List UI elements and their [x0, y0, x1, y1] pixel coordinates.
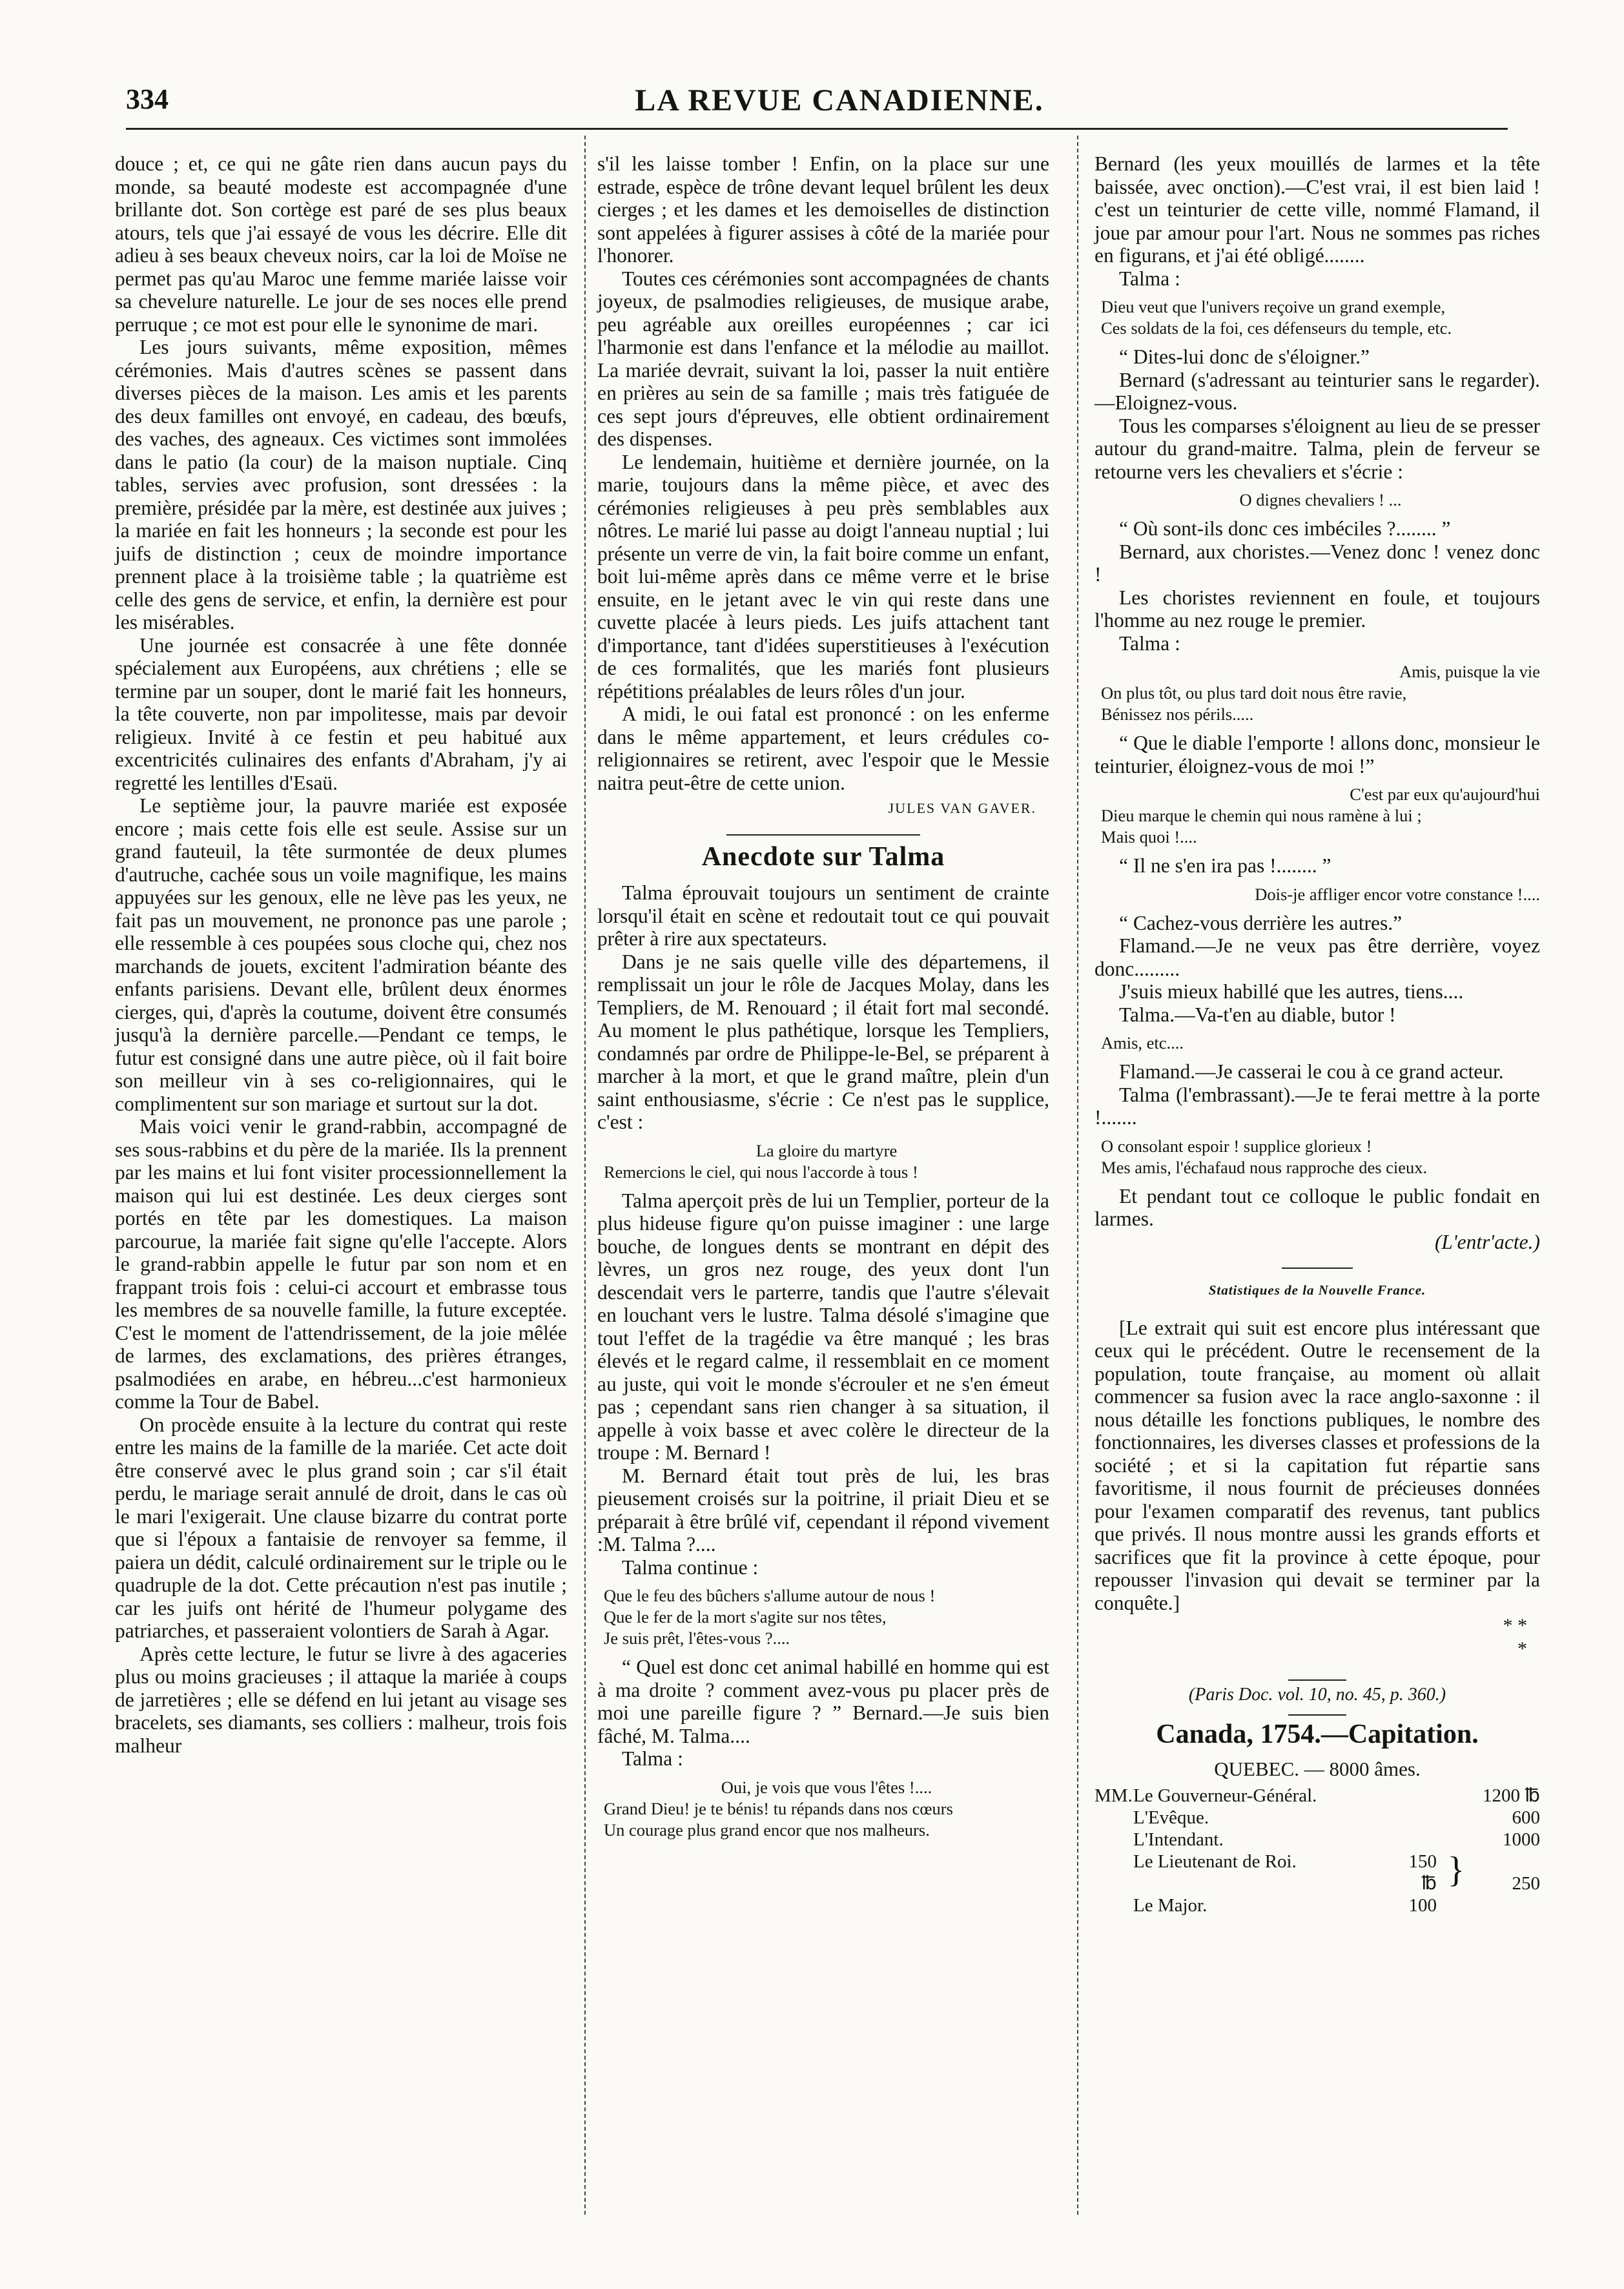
table-cell: Le Gouverneur-Général.: [1133, 1785, 1317, 1806]
table-cell: L'Intendant.: [1133, 1829, 1224, 1850]
census-subheading: QUEBEC. — 8000 âmes.: [1214, 1758, 1421, 1780]
verse-line: O dignes chevaliers ! ...: [1239, 490, 1402, 509]
paragraph: Flamand.—Je ne veux pas être derrière, voyez donc.........: [1095, 934, 1540, 980]
column-separator-2: [1077, 136, 1078, 2215]
paragraph: Le septième jour, la pauvre mariée est exposée encore ; mais cette fois elle est seule. Assise sur un grand fauteuil, la tête surmontée de deux plumes d'autruche, cachée sous un voile magnifique, les mains appuyées sur les genoux, elle ne lève pas les yeux, ne fait pas un mouvement, ne prononce pas une parole ; elle ressemble à ces poupées sous cloche qui, chez nos marchands de jouets, excitent l'admiration béante des enfants parisiens. Devant elle, brûlent deux énormes cierges, qui, d'après la coutume, doivent être consumés jusqu'à la dernière parcelle.—Pendant ce temps, le futur est consigné dans une autre pièce, où il fait boire son meilleur vin à ses co-religionnaires, qui le complimentent sur son mariage et surtout sur la dot.: [115, 794, 567, 1115]
verse-quote: [604, 1140, 1049, 1183]
section-heading: Anecdote sur Talma: [701, 841, 945, 872]
paragraph: Talma :: [622, 1747, 683, 1770]
paragraph: “ Quel est donc cet animal habillé en homme qui est à ma droite ? comment avez-vous pu placer près de moi une pareille figure ? ” Bernard.—Je suis bien fâché, M. Talma....: [597, 1656, 1049, 1747]
column-1: [115, 152, 567, 1757]
section-rule: [1288, 1679, 1346, 1681]
verse-line: Mais quoi !....: [1101, 827, 1197, 847]
verse-line: Dieu veut que l'univers reçoive un grand exemple,: [1101, 297, 1446, 316]
paragraph: “ Que le diable l'emporte ! allons donc, monsieur le teinturier, éloignez-vous de moi !”: [1095, 732, 1540, 777]
column-2: [597, 152, 1049, 1847]
verse-line: Mes amis, l'échafaud nous rapproche des cieux.: [1101, 1157, 1428, 1177]
verse-quote: [604, 1585, 1049, 1649]
paragraph: M. Bernard était tout près de lui, les bras pieusement croisés sur la poitrine, il priait Dieu et se préparait à être brûlé vif, cependant il répond vivement :M. Talma ?....: [597, 1464, 1049, 1555]
table-row: [1095, 1829, 1540, 1851]
verse-line: On plus tôt, ou plus tard doit nous être ravie,: [1101, 683, 1407, 703]
verse-quote: [1101, 1136, 1540, 1178]
paragraph: Après cette lecture, le futur se livre à des agaceries plus ou moins gracieuses ; il attaque la mariée à coups de jarretières ; elle se défend en lui jetant au visage ses bracelets, ses diamants, ses colliers : malheur, trois fois malheur: [115, 1642, 567, 1757]
verse-line: Un courage plus grand encor que nos malheurs.: [604, 1820, 930, 1840]
verse-line: Dieu marque le chemin qui nous ramène à lui ;: [1101, 806, 1422, 825]
paragraph: “ Dites-lui donc de s'éloigner.”: [1119, 345, 1370, 368]
verse-line: Dois-je affliger encor votre constance !....: [1255, 884, 1540, 904]
paragraph: Les jours suivants, même exposition, mêmes cérémonies. Mais d'autres scènes se passent dans diverses pièces de la maison. Les amis et les parents des deux familles ont envoyé, en cadeau, des bœufs, des vaches, des agneaux. Ces victimes sont immolées dans le patio (la cour) de la maison nuptiale. Cinq tables, servies avec profusion, sont dressées : la première, présidée par la mère, est destinée aux juives ; la mariée en fait les honneurs ; la seconde est pour les juifs de distinction ; ceux de moindre importance prennent place à la troisième table ; la quatrième est celle des gens de service, et enfin, la dernière est pour les misérables.: [115, 336, 567, 633]
verse-quote: [1101, 661, 1540, 725]
census-table: [1095, 1785, 1540, 1916]
table-cell: MM.: [1095, 1785, 1133, 1806]
column-3: [1095, 152, 1540, 1916]
section-rule: [726, 834, 920, 836]
table-cell: Le Lieutenant de Roi.: [1133, 1851, 1297, 1872]
running-title: LA REVUE CANADIENNE.: [635, 83, 1044, 118]
paragraph: Talma.—Va-t'en au diable, butor !: [1119, 1003, 1396, 1026]
paragraph: Talma éprouvait toujours un sentiment de crainte lorsqu'il était en scène et redoutait tout ce qui pouvait prêter à rire aux spectateurs.: [597, 881, 1049, 950]
paragraph: On procède ensuite à la lecture du contrat qui reste entre les mains de la famille de la mariée. Cet acte doit être conservé avec le plus grand soin ; car s'il était perdu, le mariage serait annulé de droit, dans le cas où le mari l'exigerait. Une clause bizarre du contrat porte que si l'époux a fantaisie de renvoyer sa femme, il paiera un dédit, calculé ordinairement sur le triple ou le quadruple de la dot. Cette précaution n'est pas inutile ; car les juifs ont hérité de l'humeur polygame des patriarches, et passeraient volontiers de Sarah à Agar.: [115, 1413, 567, 1642]
table-row: [1095, 1785, 1540, 1807]
verse-line: Grand Dieu! je te bénis! tu répands dans nos cœurs: [604, 1798, 953, 1818]
author-signature: JULES VAN GAVER.: [888, 800, 1036, 816]
brace-icon: }: [1447, 1849, 1465, 1890]
paragraph: Dans je ne sais quelle ville des départemens, il remplissait un jour le rôle de Jacques Molay, dans les Templiers, de M. Renouard ; il était fort mal secondé. Au moment le plus pathétique, lorsque les Templiers, condamnés par ordre de Philippe-le-Bel, se préparent à marcher à la mort, et que le grand maître, plein d'un saint enthousiasme, s'écrie : Ce n'est pas le supplice, c'est :: [597, 950, 1049, 1133]
paragraph: s'il les laisse tomber ! Enfin, on la place sur une estrade, espèce de trône devant lequel brûlent les deux cierges ; et les dames et les demoiselles de distinction sont appelées à figurer assises à côté de la mariée pour l'honorer.: [597, 152, 1049, 267]
verse-line: Amis, etc....: [1101, 1033, 1184, 1052]
table-cell: Le Major.: [1133, 1894, 1208, 1916]
entracte-note: (L'entr'acte.): [1434, 1230, 1540, 1253]
paragraph: Tous les comparses s'éloignent au lieu de se presser autour du grand-maitre. Talma, plein de ferveur se retourne vers les chevaliers et s'écrie :: [1095, 414, 1540, 483]
verse-line: O consolant espoir ! supplice glorieux !: [1101, 1136, 1372, 1156]
verse-line: Oui, je vois que vous l'êtes !....: [721, 1777, 932, 1797]
table-row: [1095, 1807, 1540, 1829]
table-cell: 250: [1512, 1873, 1540, 1894]
section-rule: [1288, 1714, 1346, 1716]
section-heading: Statistiques de la Nouvelle France.: [1208, 1282, 1426, 1298]
paragraph: Talma continue :: [622, 1555, 759, 1579]
page-number: 334: [126, 83, 169, 115]
paragraph: Une journée est consacrée à une fête donnée spécialement aux Européens, aux chrétiens ; elle se termine par un souper, dont le marié fait les honneurs, la tête couverte, non par impolitesse, mais par devoir religieux. Invité à ce festin et peu habitué aux excentricités culinaires des enfants d'Abraham, j'y ai regretté les lentilles d'Esaü.: [115, 633, 567, 794]
paragraph: “ Il ne s'en ira pas !........ ”: [1119, 854, 1331, 877]
table-cell: 150 ℔: [1408, 1851, 1437, 1894]
paragraph: A midi, le oui fatal est prononcé : on les enferme dans le même appartement, et leurs crédules co-religionnaires se retirent, avec l'espoir que le Messie naitra peut-être de cette union.: [597, 703, 1049, 794]
paragraph: douce ; et, ce qui ne gâte rien dans aucun pays du monde, sa beauté modeste est accompagnée d'une brillante dot. Son cortège est paré de ses plus beaux atours, tels que j'ai essayé de vous les décrire. Elle dit adieu à ses beaux cheveux noirs, car la loi de Moïse ne permet pas qu'au Maroc une femme mariée laisse voir sa chevelure naturelle. Le jour de ses noces elle prend perruque ; ce mot est pour elle le synonime de mari.: [115, 152, 567, 336]
paragraph: Flamand.—Je casserai le cou à ce grand acteur.: [1119, 1060, 1504, 1083]
verse-quote: [604, 1777, 1049, 1841]
paragraph: Bernard (les yeux mouillés de larmes et la tête baissée, avec onction).—C'est vrai, il est bien laid ! c'est un teinturier de cette ville, nommé Flamand, il joue par amour pour l'art. Nous ne sommes pas riches en figurans, et j'ai été obligé........: [1095, 152, 1540, 267]
verse-line: C'est par eux qu'aujourd'hui: [1350, 785, 1540, 804]
verse-line: Ces soldats de la foi, ces défenseurs du temple, etc.: [1101, 318, 1452, 338]
verse-quote: [1101, 296, 1540, 339]
table-cell: 100: [1408, 1894, 1437, 1916]
header-rule: [126, 128, 1508, 130]
verse-line: Bénissez nos périls.....: [1101, 704, 1254, 724]
verse-quote: [1101, 784, 1540, 848]
paragraph: “ Cachez-vous derrière les autres.”: [1119, 911, 1403, 934]
paragraph: “ Où sont-ils donc ces imbéciles ?........ ”: [1119, 517, 1451, 540]
paragraph: Talma aperçoit près de lui un Templier, porteur de la plus hideuse figure qu'on puisse imaginer : une large bouche, de longues dents se montrant en dépit des lèvres, un gros nez rouge, des yeux dont l'un descendait vers le parterre, tandis que l'autre s'élevait en louchant vers le lustre. Talma désolé s'imagine que tout l'effet de la tragédie va être manqué ; les bras élevés et le regard calme, il ressemblait en ce moment au juste, qui voit le monde s'écrouler et ne s'en émeut pas ; cependant sans rien changer à sa situation, il appelle à voix basse et avec colère le directeur de la troupe : M. Bernard !: [597, 1189, 1049, 1464]
table-cell: L'Evêque.: [1133, 1807, 1209, 1828]
paragraph: Le lendemain, huitième et dernière journée, on la marie, toujours dans la même pièce, et avec des cérémonies religieuses à peu près semblables aux nôtres. Le marié lui passe au doigt l'anneau nuptial ; lui présente un verre de vin, la fait boire comme un enfant, boit lui-même après dans ce même verre et le brise ensuite, en le jetant avec le vin qui reste dans une cuvette placée à leurs pieds. Les juifs attachent tant d'importance, tant d'idées superstitieuses à l'exécution de ces formalités, que les mariés font plusieurs répétitions préalables de leurs rôles d'un jour.: [597, 450, 1049, 703]
verse-line: Que le fer de la mort s'agite sur nos têtes,: [604, 1607, 887, 1627]
source-reference: (Paris Doc. vol. 10, no. 45, p. 360.): [1188, 1685, 1446, 1705]
asterism: * * *: [1503, 1615, 1527, 1659]
section-heading: Canada, 1754.—Capitation.: [1156, 1719, 1479, 1749]
paragraph: J'suis mieux habillé que les autres, tiens....: [1119, 980, 1464, 1003]
paragraph: Bernard (s'adressant au teinturier sans le regarder).—Eloignez-vous.: [1095, 368, 1540, 414]
table-row: [1095, 1851, 1540, 1894]
verse-line: Je suis prêt, l'êtes-vous ?....: [604, 1628, 790, 1648]
paragraph: Toutes ces cérémonies sont accompagnées de chants joyeux, de psalmodies religieuses, de musique arabe, peu agréable aux oreilles européennes ; car ici l'harmonie est dans l'enfance et la mélodie au maillot. La mariée devrait, suivant la loi, passer la nuit entière en prières au sein de sa famille ; mais très fatiguée de ces sept jours d'épreuves, elle obtient ordinairement des dispenses.: [597, 267, 1049, 450]
paragraph: Talma :: [1119, 267, 1180, 290]
table-cell: 600: [1512, 1807, 1540, 1828]
paragraph: Et pendant tout ce colloque le public fondait en larmes.: [1095, 1184, 1540, 1230]
verse-line: La gloire du martyre: [755, 1140, 898, 1160]
column-separator-1: [584, 136, 586, 2215]
paragraph: Mais voici venir le grand-rabbin, accompagné de ses sous-rabbins et du père de la mariée. Ils la prennent par les mains et lui font visiter processionnellement la maison qui lui est destinée. Les deux cierges sont portés en tête par les domestiques. La maison parcourue, la mariée fait signe qu'elle l'accepte. Alors le grand-rabbin appelle le futur par son nom et en frappant trois fois : celui-ci accourt et embrasse tous les membres de sa nouvelle famille, la future exceptée. C'est le moment de l'attendrissement, de la joie mêlée de larmes, des exclamations, des prières étranges, psalmodiées en arabe, en hébreu...c'est harmonieux comme la Tour de Babel.: [115, 1115, 567, 1413]
verse-line: Amis, puisque la vie: [1399, 662, 1540, 681]
paragraph: Bernard, aux choristes.—Venez donc ! venez donc !: [1095, 540, 1540, 586]
paragraph: Talma (l'embrassant).—Je te ferai mettre à la porte !.......: [1095, 1083, 1540, 1129]
table-cell: 1000: [1503, 1829, 1540, 1850]
verse-line: Que le feu des bûchers s'allume autour de nous !: [604, 1586, 936, 1605]
verse-line: Remercions le ciel, qui nous l'accorde à tous !: [604, 1162, 918, 1182]
paragraph: Les choristes reviennent en foule, et toujours l'homme au nez rouge le premier.: [1095, 586, 1540, 631]
paragraph: Talma :: [1119, 631, 1180, 655]
section-rule: [1282, 1268, 1353, 1269]
paragraph: [Le extrait qui suit est encore plus intéressant que ceux qui le précédent. Outre le recensement de la population, toute française, au moment où allait commencer sa fusion avec la race anglo-saxonne : il nous détaille les fonctions publiques, le nombre des fonctionnaires, les diverses classes et professions de la société ; et si la capitation fut répartie sans favoritisme, il nous fournit de précieuses données pour l'examen comparatif des revenus, tant publics que privés. Il nous montre aussi les grands efforts et sacrifices que fit la province à cette époque, pour repousser l'invasion qui devait se terminer par la conquête.]: [1095, 1316, 1540, 1614]
table-cell: 1200 ℔: [1483, 1785, 1540, 1806]
